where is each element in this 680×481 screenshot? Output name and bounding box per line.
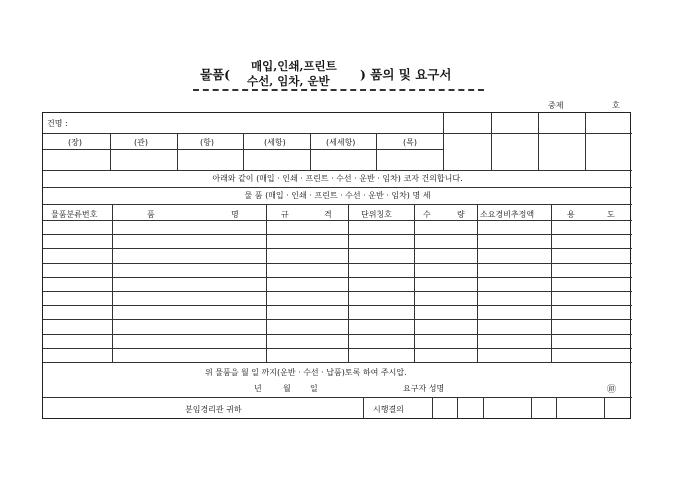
budget-header-subitem: (세항)	[264, 138, 286, 147]
budget-header-object: (목)	[403, 138, 417, 147]
title-options-line1: 매입,인쇄,프린트	[251, 59, 337, 73]
divider	[551, 204, 552, 362]
header-name-2: 명	[231, 210, 239, 219]
table-row[interactable]	[43, 305, 632, 306]
subject-label[interactable]: 건명 :	[47, 119, 68, 128]
divider	[348, 204, 349, 362]
date-day: 일	[310, 384, 318, 393]
divider	[43, 204, 632, 205]
header-quantity-2: 량	[457, 210, 465, 219]
divider	[457, 397, 458, 419]
budget-header-item: (항)	[200, 138, 214, 147]
execution-label: 시행결의	[373, 405, 404, 414]
date-year: 년	[254, 384, 262, 393]
divider	[432, 397, 433, 419]
table-row[interactable]	[43, 220, 632, 221]
header-purpose-1: 용	[567, 210, 575, 219]
budget-header-subsubitem: (세세항)	[326, 138, 356, 147]
divider	[443, 113, 444, 170]
divider	[604, 397, 605, 419]
divider	[491, 113, 492, 170]
approver-line: 분임경리관 귀하	[185, 405, 242, 414]
table-row[interactable]	[43, 263, 632, 264]
items-caption: 물 품 (매입 · 인쇄 · 프린트 · 수선 · 운반 · 임차) 명 세	[244, 191, 431, 200]
requester-label: 요구자 성명	[403, 384, 445, 393]
divider	[43, 397, 632, 398]
divider	[483, 397, 484, 419]
divider	[363, 397, 364, 419]
request-form	[42, 112, 631, 419]
header-unit: 단위칭호	[361, 210, 392, 219]
header-spec-2: 격	[324, 210, 332, 219]
divider	[177, 133, 178, 170]
title-options-line2: 수선, 임차, 운반	[247, 74, 330, 88]
header-purpose-2: 도	[607, 210, 615, 219]
header-spec-1: 규	[281, 210, 289, 219]
title-prefix: 물품(	[200, 67, 231, 82]
date-month: 월	[283, 384, 291, 393]
divider	[376, 133, 377, 170]
divider	[414, 204, 415, 362]
header-class-number: 물품분류번호	[51, 210, 98, 219]
header-quantity-1: 수	[423, 210, 431, 219]
divider	[585, 113, 586, 170]
divider	[310, 133, 311, 170]
divider	[443, 133, 632, 134]
delivery-request-line: 위 물품을 월 일 까지(운반 · 수선 · 납품)토록 하여 주시압.	[205, 368, 407, 377]
title-underline	[193, 89, 484, 91]
divider	[538, 113, 539, 170]
table-row[interactable]	[43, 234, 632, 235]
divider	[477, 204, 478, 362]
table-row[interactable]	[43, 319, 632, 320]
table-row[interactable]	[43, 348, 632, 349]
budget-header-section: (관)	[134, 138, 148, 147]
divider	[243, 133, 244, 170]
request-statement: 아래와 같이 (매입 · 인쇄 · 프린트 · 수선 · 운반 · 임차) 코자 건의합니다.	[212, 174, 463, 183]
seal-mark: ㊞	[607, 385, 617, 395]
title-suffix: ) 품의 및 요구서	[360, 67, 452, 82]
table-row[interactable]	[43, 277, 632, 278]
divider	[110, 133, 111, 170]
table-row[interactable]	[43, 248, 632, 249]
divider	[556, 397, 557, 419]
table-row[interactable]	[43, 334, 632, 335]
divider	[112, 204, 113, 362]
divider	[43, 362, 632, 363]
table-row[interactable]	[43, 291, 632, 292]
header-estimated-cost: 소요경비추정액	[480, 210, 535, 219]
doc-number-label: 중제	[548, 101, 564, 110]
header-name-1: 품	[147, 210, 155, 219]
divider	[266, 204, 267, 362]
doc-number-suffix: 호	[612, 101, 620, 110]
budget-header-chapter: (장)	[68, 138, 82, 147]
divider	[531, 397, 532, 419]
